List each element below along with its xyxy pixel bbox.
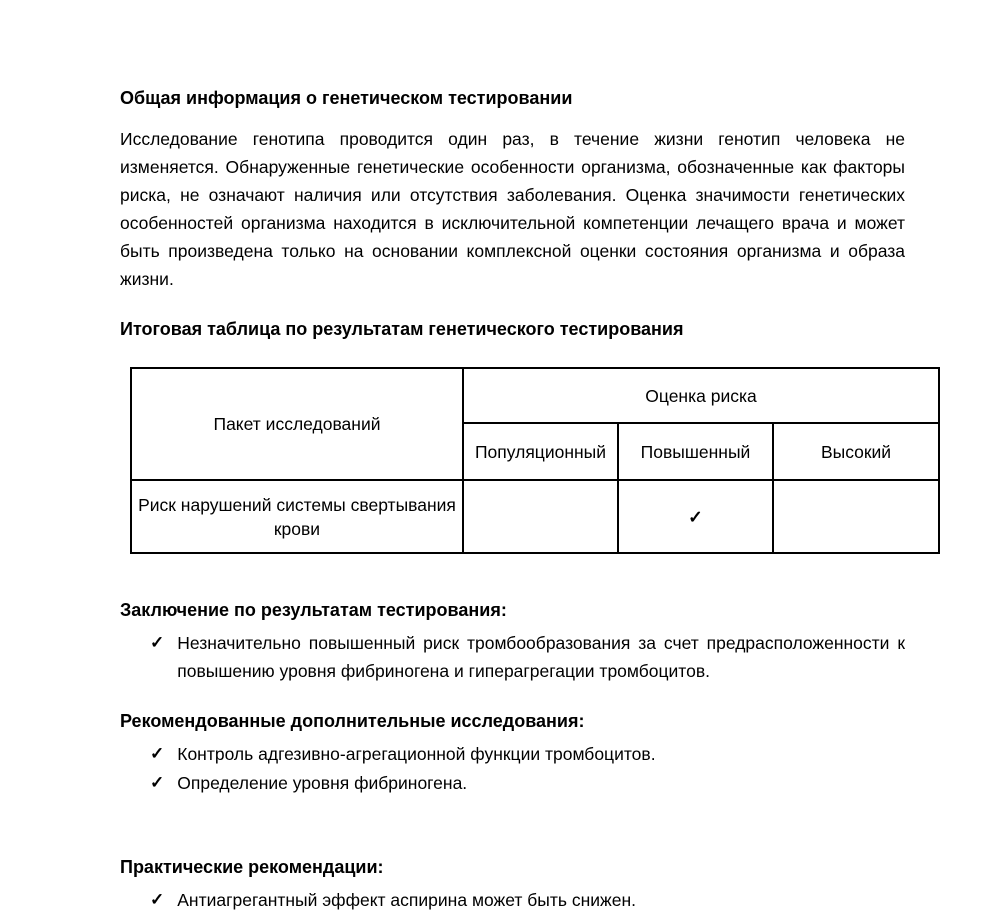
recommended-list <box>150 740 905 797</box>
heading-conclusion: Заключение по результатам тестирования: <box>120 600 507 620</box>
table-header-row-top <box>131 368 939 423</box>
heading-practical-recommendations: Практические рекомендации: <box>120 857 384 877</box>
list-item-text: Определение уровня фибриногена. <box>177 773 468 793</box>
cell-high <box>773 480 939 553</box>
cell-population <box>463 480 618 553</box>
table-header-risk-assessment: Оценка риска <box>463 368 939 423</box>
cell-elevated-checkmark-icon: ✓ <box>618 480 773 553</box>
table-header-package: Пакет исследований <box>131 368 463 480</box>
risk-summary-table <box>130 367 940 554</box>
list-item <box>150 740 905 768</box>
list-item <box>150 629 905 685</box>
heading-general-info: Общая информация о генетическом тестировании <box>120 88 573 108</box>
list-item <box>150 769 905 797</box>
list-item-text: Антиагрегантный эффект аспирина может быть снижен. <box>177 890 636 910</box>
heading-summary-table: Итоговая таблица по результатам генетического тестирования <box>120 319 684 339</box>
row-package-name: Риск нарушений системы свертывания крови <box>131 480 463 553</box>
conclusion-list <box>150 629 905 685</box>
list-item <box>150 886 905 914</box>
heading-recommended-studies: Рекомендованные дополнительные исследования: <box>120 711 585 731</box>
checkmark-icon: ✓ <box>150 773 165 792</box>
practical-list <box>150 886 905 914</box>
list-item-text: Контроль адгезивно-агрегационной функции тромбоцитов. <box>177 744 656 764</box>
checkmark-icon: ✓ <box>150 744 165 763</box>
checkmark-icon: ✓ <box>150 890 165 909</box>
checkmark-icon: ✓ <box>150 633 165 652</box>
table-row <box>131 480 939 553</box>
table-header-population: Популяционный <box>463 423 618 480</box>
intro-paragraph: Исследование генотипа проводится один раз, в течение жизни генотип человека не изменяется. Обнаруженные генетические особенности организма, обозначенные как факторы риска, не означают наличия или отсутствия заболевания. Оценка значимости генетических особенностей организма находится в исключительной компетенции лечащего врача и может быть произведена только на основании комплексной оценки состояния организма и образа жизни. <box>120 129 905 289</box>
table-header-elevated: Повышенный <box>618 423 773 480</box>
list-item-text: Незначительно повышенный риск тромбообразования за счет предрасположенности к повышению уровня фибриногена и гиперагрегации тромбоцитов. <box>177 633 905 681</box>
table-header-high: Высокий <box>773 423 939 480</box>
